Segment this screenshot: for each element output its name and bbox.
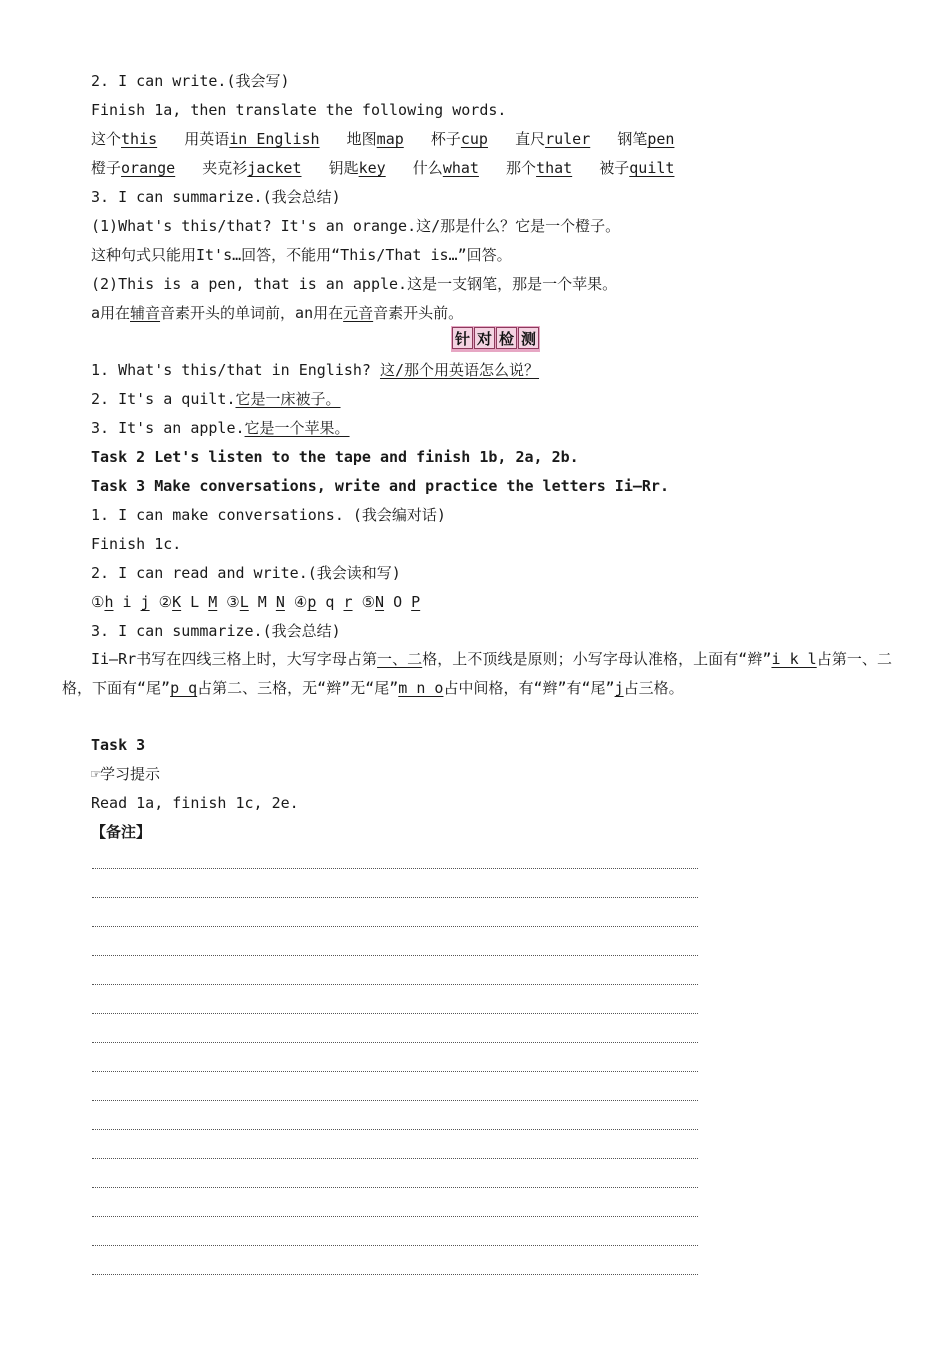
instruction-read-1a: Read 1a, finish 1c, 2e. bbox=[91, 794, 299, 812]
vocab-cn: 钥匙 bbox=[328, 159, 359, 177]
letter-answer: p bbox=[307, 593, 317, 611]
notes-line bbox=[92, 1100, 698, 1101]
notes-line bbox=[92, 897, 698, 898]
vocab-row-2 bbox=[91, 158, 674, 178]
letter-exercise bbox=[91, 592, 420, 612]
notes-line bbox=[92, 1158, 698, 1159]
badge-char: 针 bbox=[452, 327, 473, 349]
check-item-2 bbox=[91, 389, 341, 409]
vocab-en: quilt bbox=[629, 159, 675, 177]
vocab-cn: 被子 bbox=[599, 159, 630, 177]
rule-answer: j bbox=[614, 679, 624, 697]
badge-char: 测 bbox=[518, 327, 539, 349]
notes-line bbox=[92, 1187, 698, 1188]
vocab-en: map bbox=[376, 130, 404, 148]
study-tip-label: ☞学习提示 bbox=[91, 765, 161, 783]
letter-given: q bbox=[316, 593, 344, 611]
letter-given: M bbox=[248, 593, 276, 611]
section-i-can-summarize: 3. I can summarize.(我会总结) bbox=[91, 188, 341, 206]
rule-text: a用在 bbox=[91, 304, 131, 322]
vocab-en: this bbox=[121, 130, 158, 148]
badge-char: 对 bbox=[474, 327, 495, 349]
vocab-en: jacket bbox=[247, 159, 302, 177]
badge-char: 检 bbox=[496, 327, 517, 349]
letter-given: L bbox=[181, 593, 209, 611]
rule-text: 音素开头的单词前，an用在 bbox=[160, 304, 344, 322]
item-number: ④ bbox=[293, 593, 308, 611]
notes-line bbox=[92, 955, 698, 956]
vocab-en: orange bbox=[121, 159, 176, 177]
rule-answer: m n o bbox=[398, 679, 444, 697]
check-item-3 bbox=[91, 418, 350, 438]
vocab-en: cup bbox=[460, 130, 488, 148]
check-item-1 bbox=[91, 360, 539, 380]
notes-line bbox=[92, 1129, 698, 1130]
notes-heading: 【备注】 bbox=[91, 823, 152, 841]
rule-answer-consonant: 辅音 bbox=[130, 304, 161, 322]
vocab-cn: 橙子 bbox=[91, 159, 122, 177]
instruction-finish-1c: Finish 1c. bbox=[91, 535, 182, 553]
rule-text: 格，上不顶线是原则；小写字母认准格，上面有“辫” bbox=[422, 650, 772, 668]
notes-line bbox=[92, 1216, 698, 1217]
letter-answer: M bbox=[208, 593, 218, 611]
letter-answer: P bbox=[411, 593, 421, 611]
rule-answer-vowel: 元音 bbox=[343, 304, 374, 322]
check-question: 1. What's this/that in English? bbox=[91, 361, 380, 379]
notes-line bbox=[92, 984, 698, 985]
notes-line bbox=[92, 1042, 698, 1043]
rule-text: Ii—Rr书写在四线三格上时，大写字母占第 bbox=[91, 650, 378, 668]
vocab-en: pen bbox=[647, 130, 675, 148]
check-question: 3. It's an apple. bbox=[91, 419, 245, 437]
rule-text: 占中间格，有“辫”有“尾” bbox=[443, 679, 615, 697]
vocab-row-1 bbox=[91, 129, 674, 149]
section-i-can-write: 2. I can write.(我会写) bbox=[91, 72, 290, 90]
rule-answer: 一、二 bbox=[377, 650, 423, 668]
notes-line bbox=[92, 1071, 698, 1072]
vocab-cn: 那个 bbox=[506, 159, 537, 177]
vocab-en: key bbox=[358, 159, 386, 177]
vocab-cn: 直尺 bbox=[515, 130, 546, 148]
letter-answer: N bbox=[375, 593, 385, 611]
notes-line bbox=[92, 1274, 698, 1275]
vocab-cn: 用英语 bbox=[184, 130, 230, 148]
summary-point-1: (1)What's this/that? It's an orange.这/那是什么？它是一个橙子。 bbox=[91, 217, 621, 235]
letter-answer: r bbox=[343, 593, 353, 611]
rule-text: 占三格。 bbox=[623, 679, 684, 697]
letter-given: O bbox=[384, 593, 412, 611]
item-number: ② bbox=[158, 593, 173, 611]
item-number: ③ bbox=[226, 593, 240, 611]
section-summarize-letters: 3. I can summarize.(我会总结) bbox=[91, 622, 341, 640]
letter-writing-rules bbox=[62, 645, 892, 703]
targeted-check-badge bbox=[451, 326, 540, 352]
vocab-cn: 什么 bbox=[412, 159, 443, 177]
notes-line bbox=[92, 1013, 698, 1014]
rule-answer: i k l bbox=[771, 650, 817, 668]
item-number: ⑤ bbox=[361, 593, 376, 611]
summary-article-rule bbox=[91, 303, 463, 323]
vocab-cn: 地图 bbox=[346, 130, 377, 148]
rule-text: 占第一、二格，下面有“尾” bbox=[62, 650, 892, 697]
letter-answer: h bbox=[104, 593, 114, 611]
vocab-en: ruler bbox=[545, 130, 591, 148]
notes-line bbox=[92, 926, 698, 927]
item-number: ① bbox=[91, 593, 105, 611]
instruction-finish-1a: Finish 1a, then translate the following words. bbox=[91, 101, 507, 119]
vocab-cn: 钢笔 bbox=[617, 130, 648, 148]
vocab-cn: 这个 bbox=[91, 130, 122, 148]
check-question: 2. It's a quilt. bbox=[91, 390, 236, 408]
check-answer: 它是一床被子。 bbox=[235, 390, 341, 408]
letter-answer: N bbox=[275, 593, 285, 611]
notes-line bbox=[92, 868, 698, 869]
letter-answer: K bbox=[172, 593, 182, 611]
letter-answer: j bbox=[140, 593, 150, 611]
section-read-write: 2. I can read and write.(我会读和写) bbox=[91, 564, 401, 582]
vocab-cn: 夹克衫 bbox=[202, 159, 248, 177]
rule-text: 占第二、三格，无“辫”无“尾” bbox=[197, 679, 399, 697]
task-3-label: Task 3 bbox=[91, 736, 146, 754]
letter-given: i bbox=[113, 593, 141, 611]
check-answer: 这/那个用英语怎么说？ bbox=[379, 361, 540, 379]
task-3-heading: Task 3 Make conversations, write and practice the letters Ii—Rr. bbox=[91, 477, 669, 495]
summary-note: 这种句式只能用It's…回答，不能用“This/That is…”回答。 bbox=[91, 246, 512, 264]
letter-answer: L bbox=[239, 593, 249, 611]
summary-point-2: (2)This is a pen, that is an apple.这是一支钢笔，那是一个苹果。 bbox=[91, 275, 618, 293]
vocab-cn: 杯子 bbox=[430, 130, 461, 148]
vocab-en: what bbox=[442, 159, 479, 177]
section-make-conversations: 1. I can make conversations. (我会编对话) bbox=[91, 506, 446, 524]
task-2-heading: Task 2 Let's listen to the tape and finish 1b, 2a, 2b. bbox=[91, 448, 579, 466]
vocab-en: that bbox=[536, 159, 573, 177]
rule-text: 音素开头前。 bbox=[373, 304, 464, 322]
notes-line bbox=[92, 1245, 698, 1246]
vocab-en: in English bbox=[229, 130, 320, 148]
rule-answer: p q bbox=[170, 679, 198, 697]
check-answer: 它是一个苹果。 bbox=[244, 419, 350, 437]
